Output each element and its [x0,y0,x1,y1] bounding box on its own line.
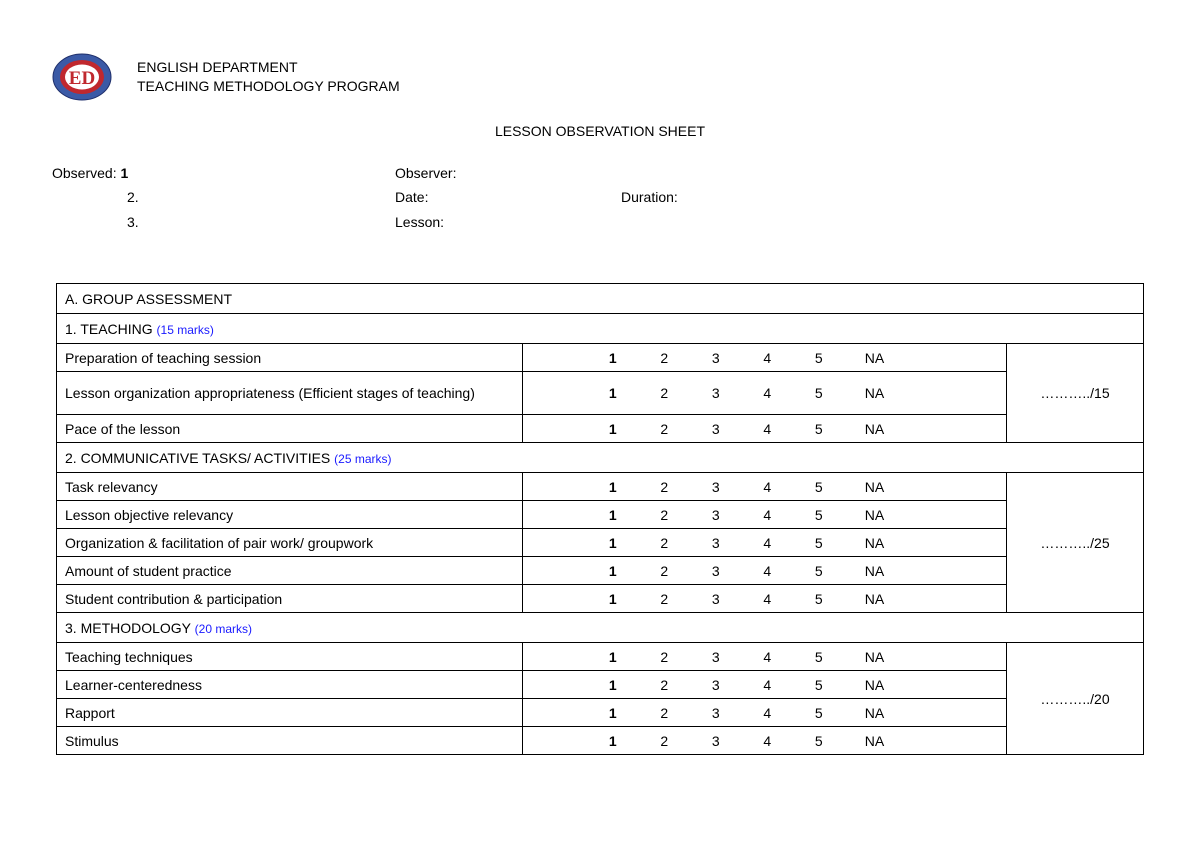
score-option-1[interactable]: 1 [608,506,617,523]
program-name: TEACHING METHODOLOGY PROGRAM [137,78,400,94]
score-option-4[interactable]: 4 [763,534,772,551]
observed-label: Observed: 1 [52,165,129,181]
group-assessment-heading: A. GROUP ASSESSMENT [57,284,1144,314]
score-option-3[interactable]: 3 [711,478,720,495]
score-option-2[interactable]: 2 [660,420,669,437]
score-option-2[interactable]: 2 [660,676,669,693]
section-header-row [57,443,1144,473]
score-option-4[interactable]: 4 [763,676,772,693]
section-total: ………../15 [1007,344,1144,443]
score-option-na[interactable]: NA [864,478,885,495]
section-total: ………../20 [1007,643,1144,755]
score-option-3[interactable]: 3 [711,562,720,579]
score-option-5[interactable]: 5 [814,648,823,665]
criterion-row [57,529,1144,557]
score-options [523,415,1007,443]
score-option-na[interactable]: NA [864,590,885,607]
score-option-na[interactable]: NA [864,562,885,579]
score-option-3[interactable]: 3 [711,420,720,437]
logo-letters: ED [68,68,96,89]
score-option-2[interactable]: 2 [660,562,669,579]
criterion-row [57,501,1144,529]
score-option-3[interactable]: 3 [711,732,720,749]
score-option-3[interactable]: 3 [711,704,720,721]
section-title [57,314,1144,344]
score-option-4[interactable]: 4 [763,349,772,366]
score-option-3[interactable]: 3 [711,590,720,607]
score-options [523,585,1007,613]
page-title: LESSON OBSERVATION SHEET [494,123,706,139]
criterion-row [57,344,1144,372]
criterion-label: Task relevancy [57,473,523,501]
score-option-1[interactable]: 1 [608,420,617,437]
score-option-na[interactable]: NA [864,676,885,693]
score-option-na[interactable]: NA [864,704,885,721]
score-option-1[interactable]: 1 [608,562,617,579]
section-marks: (20 marks) [194,621,253,636]
criterion-label: Organization & facilitation of pair work/ groupwork [57,529,523,557]
department-name: ENGLISH DEPARTMENT [137,59,298,75]
score-option-4[interactable]: 4 [763,704,772,721]
score-options [523,501,1007,529]
criterion-label: Stimulus [57,727,523,755]
score-options [523,529,1007,557]
score-option-1[interactable]: 1 [608,590,617,607]
score-option-na[interactable]: NA [864,420,885,437]
score-option-3[interactable]: 3 [711,385,720,401]
score-option-3[interactable]: 3 [711,534,720,551]
lesson-label: Lesson: [395,214,445,230]
score-option-4[interactable]: 4 [763,478,772,495]
score-options [523,344,1007,372]
score-option-1[interactable]: 1 [608,704,617,721]
criterion-label: Student contribution & participation [57,585,523,613]
score-option-1[interactable]: 1 [608,534,617,551]
score-option-1[interactable]: 1 [608,648,617,665]
criterion-label: Lesson objective relevancy [57,501,523,529]
score-option-5[interactable]: 5 [814,349,823,366]
score-option-4[interactable]: 4 [763,420,772,437]
criterion-row [57,671,1144,699]
score-option-4[interactable]: 4 [763,562,772,579]
assessment-table [56,283,1144,755]
score-option-5[interactable]: 5 [814,590,823,607]
section-header-row [57,613,1144,643]
score-option-5[interactable]: 5 [814,732,823,749]
score-options [523,727,1007,755]
criterion-row [57,585,1144,613]
score-option-2[interactable]: 2 [660,506,669,523]
score-option-1[interactable]: 1 [608,385,617,401]
score-option-na[interactable]: NA [864,732,885,749]
criterion-row [57,415,1144,443]
score-options [523,643,1007,671]
criterion-row [57,473,1144,501]
section-title-text: 1. TEACHING [65,320,153,337]
criterion-row [57,699,1144,727]
score-option-1[interactable]: 1 [608,676,617,693]
score-option-4[interactable]: 4 [763,648,772,665]
score-option-5[interactable]: 5 [814,676,823,693]
criterion-label: Lesson organization appropriateness (Efficient stages of teaching) [57,372,523,415]
duration-label: Duration: [621,189,678,205]
score-option-2[interactable]: 2 [660,478,669,495]
observer-label: Observer: [395,165,457,181]
score-option-5[interactable]: 5 [814,562,823,579]
section-total: ………../25 [1007,473,1144,613]
score-option-5[interactable]: 5 [814,420,823,437]
date-label: Date: [395,189,429,205]
score-option-5[interactable]: 5 [814,506,823,523]
observed-3: 3. [127,214,139,230]
score-options [523,671,1007,699]
score-option-na[interactable]: NA [864,648,885,665]
score-option-2[interactable]: 2 [660,590,669,607]
score-option-3[interactable]: 3 [711,648,720,665]
score-option-3[interactable]: 3 [711,676,720,693]
score-option-na[interactable]: NA [864,506,885,523]
score-option-4[interactable]: 4 [763,732,772,749]
score-option-2[interactable]: 2 [660,648,669,665]
section-title [57,443,1144,473]
criterion-label: Learner-centeredness [57,671,523,699]
section-marks: (15 marks) [156,322,214,337]
score-option-4[interactable]: 4 [763,385,772,401]
score-option-1[interactable]: 1 [608,732,617,749]
department-header [137,58,400,96]
criterion-label: Pace of the lesson [57,415,523,443]
score-option-4[interactable]: 4 [763,590,772,607]
section-marks: (25 marks) [334,451,392,466]
criterion-row [57,727,1144,755]
score-option-2[interactable]: 2 [660,385,669,401]
score-option-na[interactable]: NA [864,534,885,551]
score-option-5[interactable]: 5 [814,478,823,495]
score-option-3[interactable]: 3 [711,349,720,366]
criterion-row [57,643,1144,671]
score-options [523,557,1007,585]
table-heading-row [57,284,1144,314]
score-option-2[interactable]: 2 [660,704,669,721]
section-title-text: 3. METHODOLOGY [65,619,191,636]
score-option-4[interactable]: 4 [763,506,772,523]
score-option-2[interactable]: 2 [660,534,669,551]
score-option-1[interactable]: 1 [608,478,617,495]
score-option-3[interactable]: 3 [711,506,720,523]
section-header-row [57,314,1144,344]
criterion-row [57,557,1144,585]
observed-2: 2. [127,189,139,205]
criterion-label: Amount of student practice [57,557,523,585]
score-option-2[interactable]: 2 [660,349,669,366]
score-option-2[interactable]: 2 [660,732,669,749]
score-options [523,372,1007,415]
score-options [523,473,1007,501]
score-option-5[interactable]: 5 [814,385,823,401]
score-option-5[interactable]: 5 [814,534,823,551]
section-title [57,613,1144,643]
criterion-label: Rapport [57,699,523,727]
department-logo [52,53,112,101]
criterion-row [57,372,1144,415]
score-option-5[interactable]: 5 [814,704,823,721]
score-option-1[interactable]: 1 [608,349,617,366]
score-options [523,699,1007,727]
section-title-text: 2. COMMUNICATIVE TASKS/ ACTIVITIES [65,449,331,466]
criterion-label: Preparation of teaching session [57,344,523,372]
score-option-na[interactable]: NA [864,385,885,401]
score-option-na[interactable]: NA [864,349,885,366]
criterion-label: Teaching techniques [57,643,523,671]
